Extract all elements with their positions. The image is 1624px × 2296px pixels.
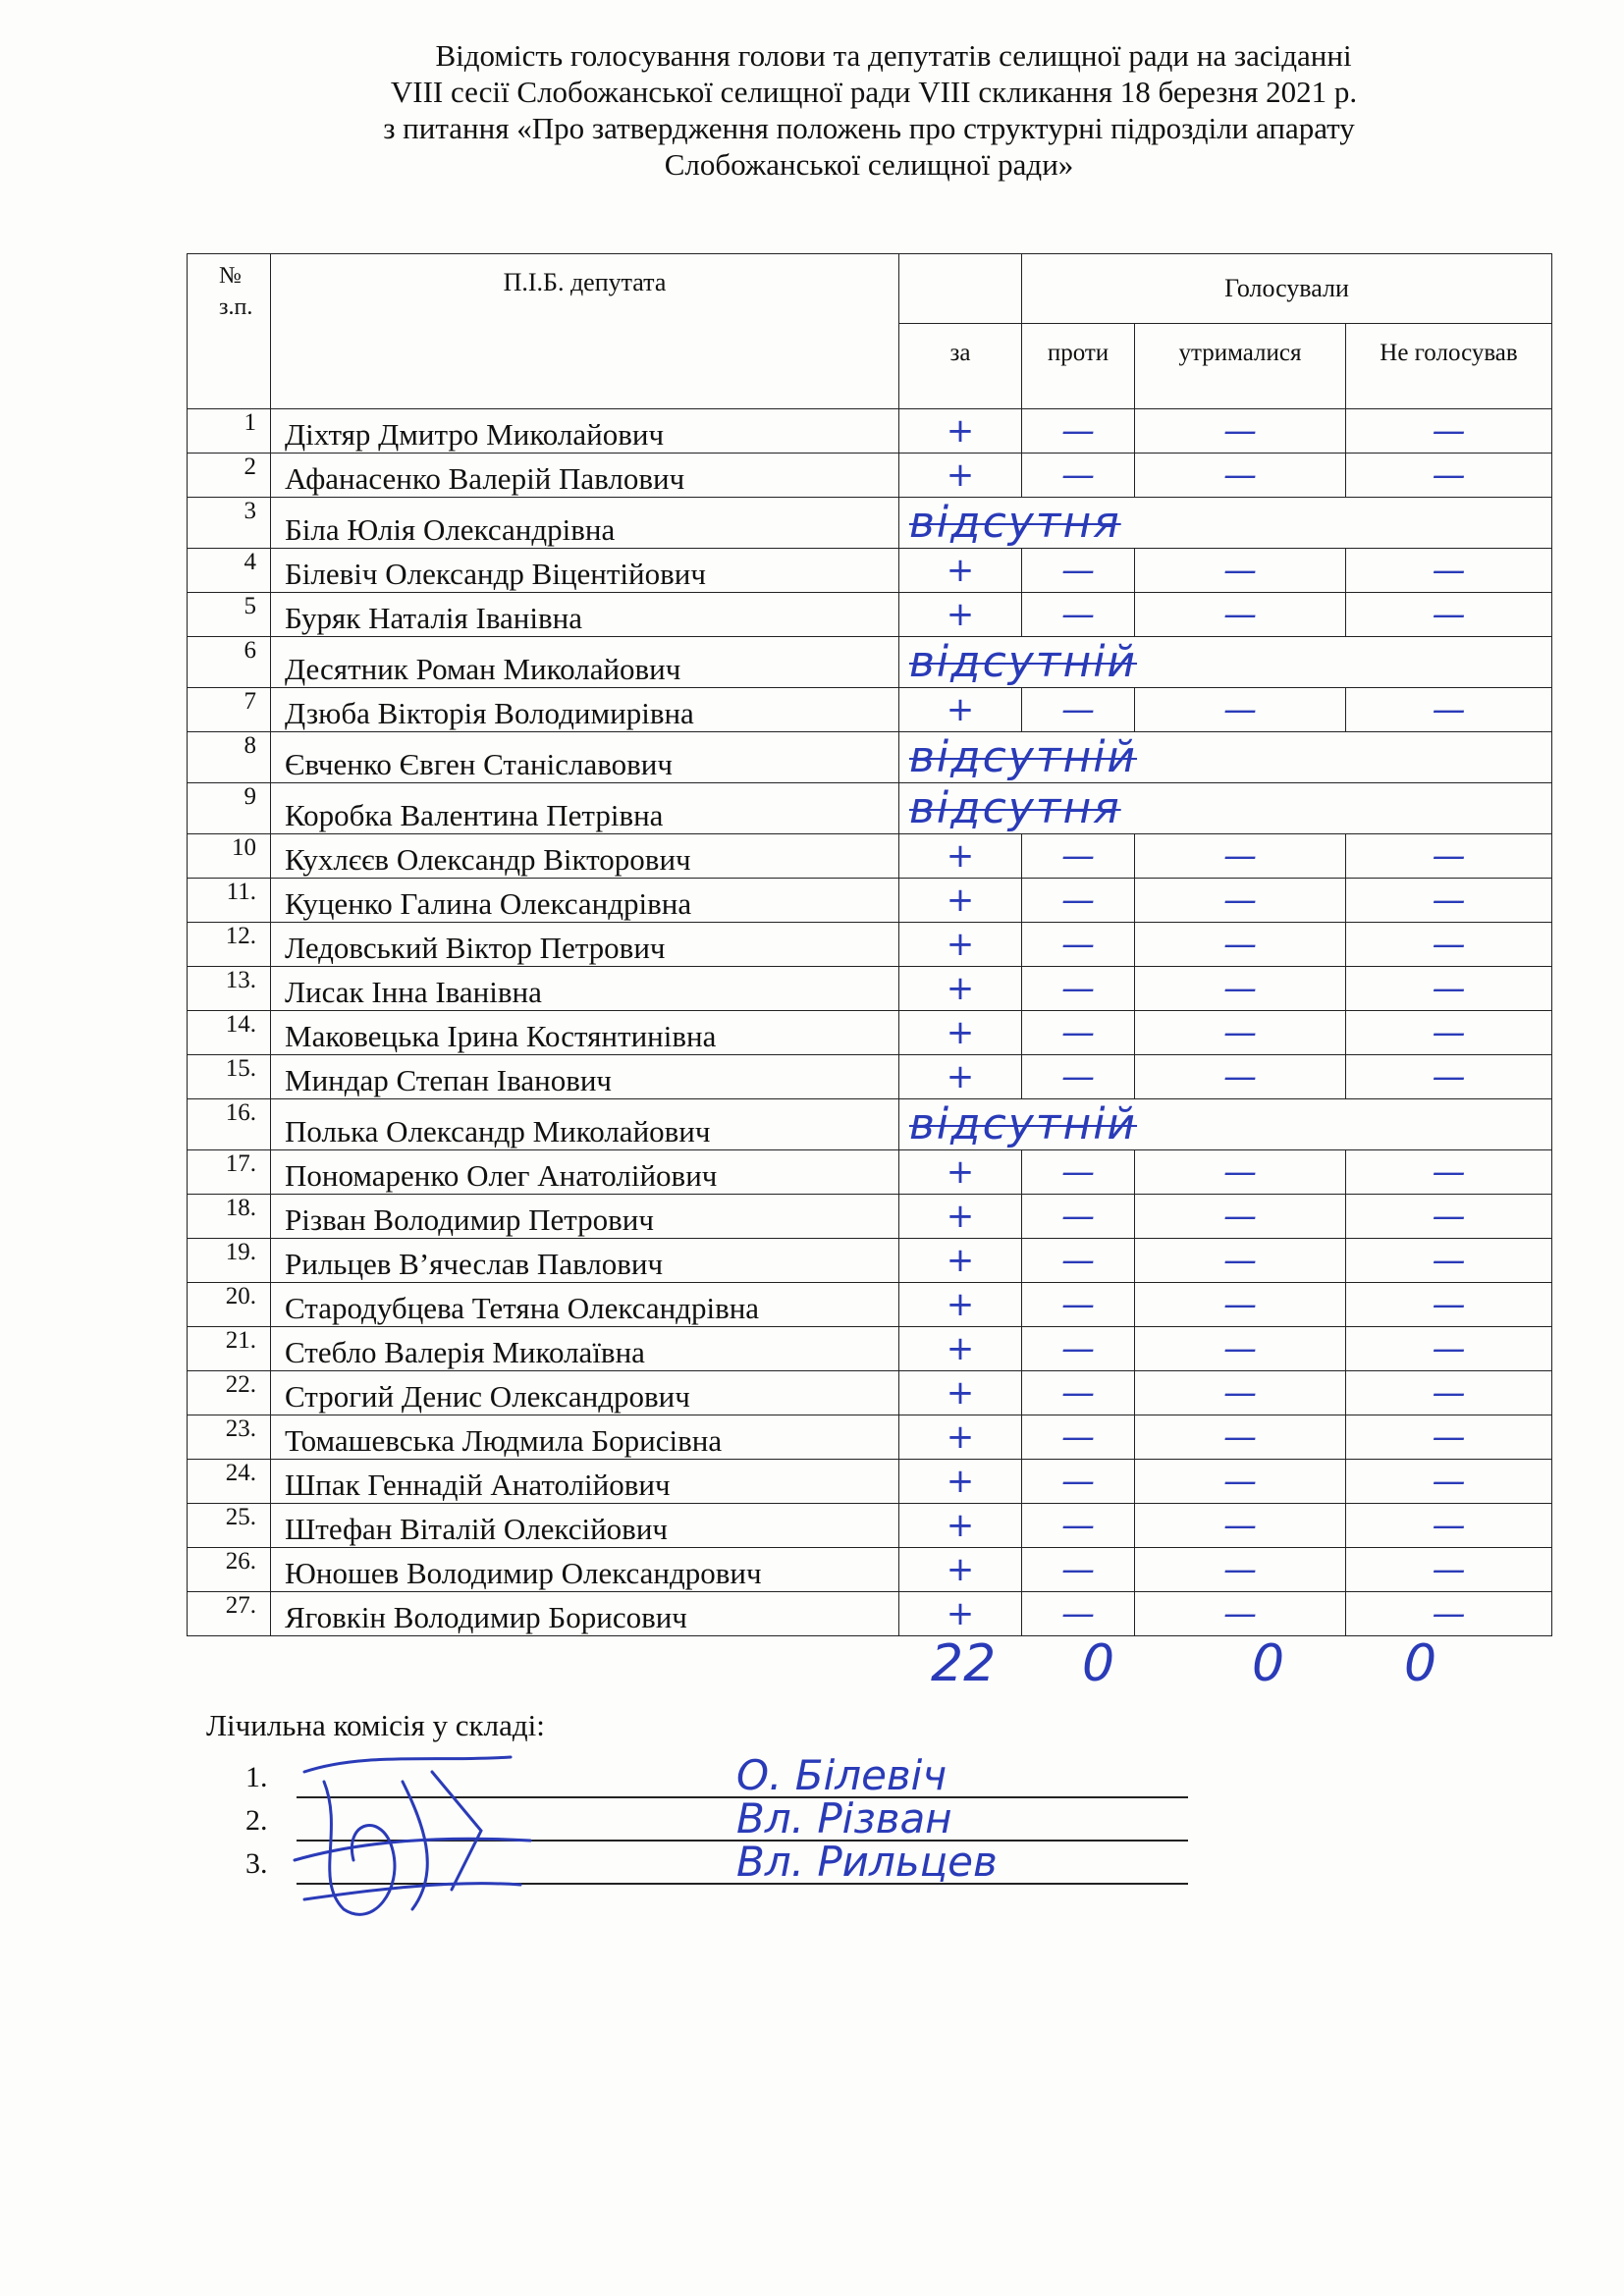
table-row bbox=[188, 1283, 1552, 1327]
member-number: 2. bbox=[245, 1804, 268, 1837]
deputy-name: Афанасенко Валерій Павлович bbox=[271, 454, 899, 498]
vote-abstained: — bbox=[1135, 1460, 1346, 1504]
deputy-name: Шпак Геннадій Анатолійович bbox=[271, 1460, 899, 1504]
vote-against: — bbox=[1022, 1548, 1135, 1592]
vote-not-voted: — bbox=[1346, 1150, 1552, 1195]
title-line-4: Слобожанської селищної ради» bbox=[664, 147, 1074, 182]
vote-not-voted: — bbox=[1346, 1195, 1552, 1239]
total-for: 22 bbox=[931, 1634, 997, 1693]
title-line-1: Відомість голосування голови та депутатів селищної ради на засіданні bbox=[435, 38, 1352, 73]
header-number: № з.п. bbox=[188, 254, 271, 409]
vote-abstained: — bbox=[1135, 1283, 1346, 1327]
vote-against: — bbox=[1022, 1150, 1135, 1195]
vote-for: + bbox=[899, 549, 1022, 593]
vote-for: + bbox=[899, 1011, 1022, 1055]
vote-against: — bbox=[1022, 593, 1135, 637]
row-number: 7 bbox=[188, 688, 271, 732]
vote-for: + bbox=[899, 967, 1022, 1011]
vote-against: — bbox=[1022, 1327, 1135, 1371]
vote-for: + bbox=[899, 1548, 1022, 1592]
table-row bbox=[188, 923, 1552, 967]
vote-against: — bbox=[1022, 1415, 1135, 1460]
vote-not-voted: — bbox=[1346, 1415, 1552, 1460]
vote-against: — bbox=[1022, 1592, 1135, 1636]
document-title bbox=[245, 37, 1492, 183]
vote-against: — bbox=[1022, 1195, 1135, 1239]
deputy-name: Томашевська Людмила Борисівна bbox=[271, 1415, 899, 1460]
vote-abstained: — bbox=[1135, 688, 1346, 732]
table-row bbox=[188, 1548, 1552, 1592]
vote-abstained: — bbox=[1135, 879, 1346, 923]
table-row bbox=[188, 834, 1552, 879]
vote-not-voted: — bbox=[1346, 879, 1552, 923]
vote-for: + bbox=[899, 1460, 1022, 1504]
header-deputy-name: П.І.Б. депутата bbox=[271, 254, 899, 409]
vote-abstained: — bbox=[1135, 834, 1346, 879]
vote-not-voted: — bbox=[1346, 1548, 1552, 1592]
title-line-3: з питання «Про затвердження положень про структурні підрозділи апарату bbox=[383, 111, 1355, 145]
vote-not-voted: — bbox=[1346, 409, 1552, 454]
vote-for: + bbox=[899, 1195, 1022, 1239]
table-row bbox=[188, 549, 1552, 593]
row-number: 25. bbox=[188, 1504, 271, 1548]
header-abstained: утрималися bbox=[1135, 324, 1346, 409]
deputy-name: Буряк Наталія Іванівна bbox=[271, 593, 899, 637]
table-row bbox=[188, 1592, 1552, 1636]
vote-for: + bbox=[899, 879, 1022, 923]
vote-not-voted: — bbox=[1346, 454, 1552, 498]
deputy-name: Біла Юлія Олександрівна bbox=[271, 498, 899, 549]
table-body bbox=[188, 409, 1552, 1636]
vote-for: + bbox=[899, 1592, 1022, 1636]
vote-against: — bbox=[1022, 1011, 1135, 1055]
row-number: 13. bbox=[188, 967, 271, 1011]
vote-abstained: — bbox=[1135, 1055, 1346, 1099]
vote-against: — bbox=[1022, 549, 1135, 593]
vote-for: + bbox=[899, 1283, 1022, 1327]
vote-abstained: — bbox=[1135, 1371, 1346, 1415]
vote-not-voted: — bbox=[1346, 549, 1552, 593]
row-number: 22. bbox=[188, 1371, 271, 1415]
vote-not-voted: — bbox=[1346, 1011, 1552, 1055]
vote-not-voted: — bbox=[1346, 923, 1552, 967]
vote-against: — bbox=[1022, 409, 1135, 454]
row-number: 20. bbox=[188, 1283, 271, 1327]
absent-mark: відсутній bbox=[899, 1099, 1552, 1150]
deputy-name: Різван Володимир Петрович bbox=[271, 1195, 899, 1239]
vote-against: — bbox=[1022, 454, 1135, 498]
vote-for: + bbox=[899, 1371, 1022, 1415]
vote-for: + bbox=[899, 1150, 1022, 1195]
row-number: 3 bbox=[188, 498, 271, 549]
row-number: 1 bbox=[188, 409, 271, 454]
member-signature: Вл. Різван bbox=[736, 1794, 952, 1842]
vote-against: — bbox=[1022, 1283, 1135, 1327]
vote-not-voted: — bbox=[1346, 1283, 1552, 1327]
vote-for: + bbox=[899, 688, 1022, 732]
deputy-name: Маковецька Ірина Костянтинівна bbox=[271, 1011, 899, 1055]
table-row bbox=[188, 454, 1552, 498]
vote-against: — bbox=[1022, 923, 1135, 967]
deputy-name: Стебло Валерія Миколаївна bbox=[271, 1327, 899, 1371]
deputy-name: Рильцев В’ячеслав Павлович bbox=[271, 1239, 899, 1283]
deputy-name: Лисак Інна Іванівна bbox=[271, 967, 899, 1011]
vote-abstained: — bbox=[1135, 409, 1346, 454]
row-number: 5 bbox=[188, 593, 271, 637]
row-number: 14. bbox=[188, 1011, 271, 1055]
vote-against: — bbox=[1022, 1371, 1135, 1415]
deputy-name: Штефан Віталій Олексійович bbox=[271, 1504, 899, 1548]
row-number: 11. bbox=[188, 879, 271, 923]
vote-abstained: — bbox=[1135, 967, 1346, 1011]
vote-against: — bbox=[1022, 688, 1135, 732]
vote-not-voted: — bbox=[1346, 967, 1552, 1011]
row-number: 4 bbox=[188, 549, 271, 593]
title-line-2: VIII сесії Слобожанської селищної ради VIII скликання 18 березня 2021 р. bbox=[390, 75, 1358, 109]
commission-label: Лічильна комісія у складі: bbox=[206, 1708, 545, 1742]
table-row bbox=[188, 1150, 1552, 1195]
deputy-name: Пономаренко Олег Анатолійович bbox=[271, 1150, 899, 1195]
header-voted: Голосували bbox=[1022, 254, 1552, 324]
vote-not-voted: — bbox=[1346, 1239, 1552, 1283]
table-row bbox=[188, 688, 1552, 732]
total-abstained: 0 bbox=[1252, 1634, 1285, 1693]
row-number: 16. bbox=[188, 1099, 271, 1150]
vote-against: — bbox=[1022, 1460, 1135, 1504]
table-row bbox=[188, 1460, 1552, 1504]
vote-not-voted: — bbox=[1346, 1460, 1552, 1504]
vote-not-voted: — bbox=[1346, 834, 1552, 879]
deputy-name: Кухлєєв Олександр Вікторович bbox=[271, 834, 899, 879]
absent-mark: відсутня bbox=[899, 783, 1552, 834]
row-number: 26. bbox=[188, 1548, 271, 1592]
vote-for: + bbox=[899, 1327, 1022, 1371]
table-row bbox=[188, 732, 1552, 783]
deputy-name: Юношев Володимир Олександрович bbox=[271, 1548, 899, 1592]
vote-abstained: — bbox=[1135, 1150, 1346, 1195]
table-row bbox=[188, 1055, 1552, 1099]
deputy-name: Яговкін Володимир Борисович bbox=[271, 1592, 899, 1636]
table-row bbox=[188, 967, 1552, 1011]
row-number: 18. bbox=[188, 1195, 271, 1239]
absent-mark: відсутній bbox=[899, 732, 1552, 783]
member-signature: Вл. Рильцев bbox=[736, 1838, 998, 1886]
total-not-voted: 0 bbox=[1404, 1634, 1437, 1693]
member-number: 3. bbox=[245, 1847, 268, 1880]
vote-abstained: — bbox=[1135, 1327, 1346, 1371]
row-number: 2 bbox=[188, 454, 271, 498]
row-number: 17. bbox=[188, 1150, 271, 1195]
table-row bbox=[188, 1415, 1552, 1460]
vote-abstained: — bbox=[1135, 1592, 1346, 1636]
row-number: 27. bbox=[188, 1592, 271, 1636]
vote-against: — bbox=[1022, 834, 1135, 879]
deputy-name: Миндар Степан Іванович bbox=[271, 1055, 899, 1099]
table-row bbox=[188, 498, 1552, 549]
table-row bbox=[188, 1371, 1552, 1415]
row-number: 10 bbox=[188, 834, 271, 879]
row-number: 12. bbox=[188, 923, 271, 967]
vote-not-voted: — bbox=[1346, 1592, 1552, 1636]
row-number: 21. bbox=[188, 1327, 271, 1371]
vote-against: — bbox=[1022, 1504, 1135, 1548]
vote-against: — bbox=[1022, 967, 1135, 1011]
deputy-name: Полька Олександр Миколайович bbox=[271, 1099, 899, 1150]
table-row bbox=[188, 637, 1552, 688]
header-not-voted: Не голосував bbox=[1346, 324, 1552, 409]
vote-for: + bbox=[899, 1415, 1022, 1460]
vote-for: + bbox=[899, 409, 1022, 454]
vote-abstained: — bbox=[1135, 454, 1346, 498]
header-against: проти bbox=[1022, 324, 1135, 409]
vote-for: + bbox=[899, 1239, 1022, 1283]
table-row bbox=[188, 1327, 1552, 1371]
vote-not-voted: — bbox=[1346, 688, 1552, 732]
table-row bbox=[188, 593, 1552, 637]
member-signature: О. Білевіч bbox=[736, 1751, 947, 1799]
vote-abstained: — bbox=[1135, 593, 1346, 637]
table-row bbox=[188, 1099, 1552, 1150]
header-blank bbox=[899, 254, 1022, 324]
table-row bbox=[188, 1011, 1552, 1055]
vote-abstained: — bbox=[1135, 1195, 1346, 1239]
vote-abstained: — bbox=[1135, 1011, 1346, 1055]
table-row bbox=[188, 783, 1552, 834]
vote-for: + bbox=[899, 454, 1022, 498]
vote-for: + bbox=[899, 1504, 1022, 1548]
deputy-name: Коробка Валентина Петрівна bbox=[271, 783, 899, 834]
total-against: 0 bbox=[1082, 1634, 1115, 1693]
vote-against: — bbox=[1022, 1239, 1135, 1283]
table-row bbox=[188, 1239, 1552, 1283]
deputy-name: Дзюба Вікторія Володимирівна bbox=[271, 688, 899, 732]
member-number: 1. bbox=[245, 1761, 268, 1793]
vote-for: + bbox=[899, 923, 1022, 967]
table-row bbox=[188, 409, 1552, 454]
table-row bbox=[188, 1504, 1552, 1548]
vote-not-voted: — bbox=[1346, 1327, 1552, 1371]
absent-mark: відсутній bbox=[899, 637, 1552, 688]
deputy-name: Білевіч Олександр Віцентійович bbox=[271, 549, 899, 593]
deputy-name: Ледовський Віктор Петрович bbox=[271, 923, 899, 967]
vote-abstained: — bbox=[1135, 1504, 1346, 1548]
deputy-name: Куценко Галина Олександрівна bbox=[271, 879, 899, 923]
row-number: 6 bbox=[188, 637, 271, 688]
vote-not-voted: — bbox=[1346, 1504, 1552, 1548]
row-number: 8 bbox=[188, 732, 271, 783]
deputy-name: Діхтяр Дмитро Миколайович bbox=[271, 409, 899, 454]
signature-scribble-icon bbox=[285, 1742, 540, 1939]
vote-not-voted: — bbox=[1346, 1371, 1552, 1415]
deputy-name: Євченко Євген Станіславович bbox=[271, 732, 899, 783]
vote-abstained: — bbox=[1135, 549, 1346, 593]
table-row bbox=[188, 879, 1552, 923]
totals-row bbox=[913, 1634, 1522, 1693]
vote-against: — bbox=[1022, 879, 1135, 923]
deputy-name: Строгий Денис Олександрович bbox=[271, 1371, 899, 1415]
row-number: 9 bbox=[188, 783, 271, 834]
vote-abstained: — bbox=[1135, 923, 1346, 967]
header-for: за bbox=[899, 324, 1022, 409]
vote-for: + bbox=[899, 834, 1022, 879]
row-number: 19. bbox=[188, 1239, 271, 1283]
row-number: 23. bbox=[188, 1415, 271, 1460]
vote-abstained: — bbox=[1135, 1239, 1346, 1283]
voting-table bbox=[187, 253, 1552, 1636]
deputy-name: Десятник Роман Миколайович bbox=[271, 637, 899, 688]
vote-abstained: — bbox=[1135, 1415, 1346, 1460]
vote-not-voted: — bbox=[1346, 593, 1552, 637]
vote-for: + bbox=[899, 593, 1022, 637]
row-number: 24. bbox=[188, 1460, 271, 1504]
absent-mark: відсутня bbox=[899, 498, 1552, 549]
row-number: 15. bbox=[188, 1055, 271, 1099]
vote-not-voted: — bbox=[1346, 1055, 1552, 1099]
vote-for: + bbox=[899, 1055, 1022, 1099]
deputy-name: Стародубцева Тетяна Олександрівна bbox=[271, 1283, 899, 1327]
vote-abstained: — bbox=[1135, 1548, 1346, 1592]
vote-against: — bbox=[1022, 1055, 1135, 1099]
table-row bbox=[188, 1195, 1552, 1239]
